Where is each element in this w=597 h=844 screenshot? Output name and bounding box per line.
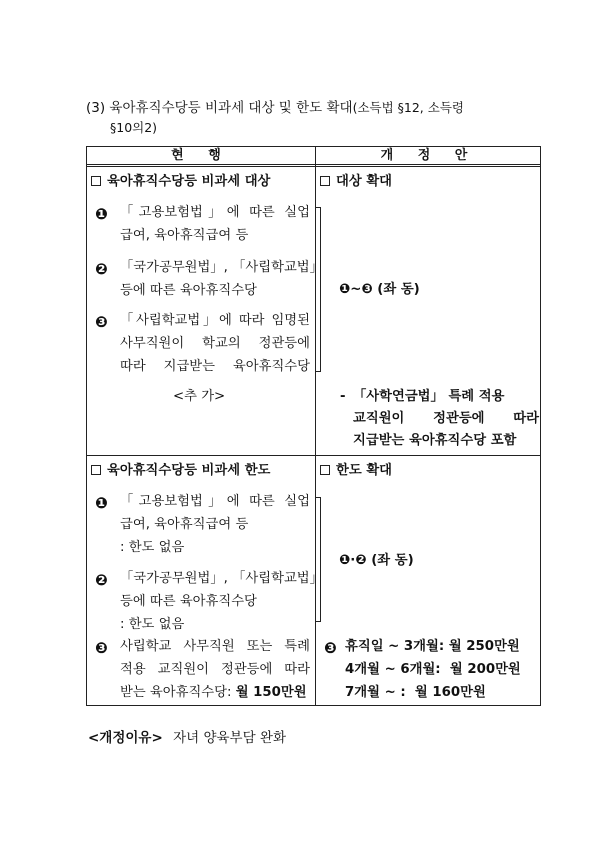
heading-title: 육아휴직수당등 비과세 대상 및 한도 확대: [109, 100, 353, 116]
checkbox-square-icon: [320, 465, 330, 475]
s1-revised-add-line1: 「사학연금법」 특례 적용: [353, 389, 505, 404]
s2-revised-title: 한도 확대: [336, 463, 393, 478]
s2-item3-marker: ❸: [95, 639, 108, 657]
s2-item2-marker: ❷: [95, 571, 108, 589]
s2-item2-line2: 등에 따른 육아휴직수당: [120, 594, 257, 609]
header-revised: 개 정 안: [380, 148, 478, 163]
checkbox-square-icon: [91, 176, 101, 186]
reason-text: 자녀 양육부담 완화: [173, 730, 287, 746]
s2-revised-item3-line3: 7개월 ~ : 월 160만원: [345, 685, 486, 700]
s1-item3-line1: 「사립학교법」에 따라 임명된: [120, 313, 310, 328]
s1-item3-line3: 따라 지급받는 육아휴직수당: [120, 359, 310, 374]
s1-item2-line2: 등에 따른 육아휴직수당: [120, 283, 257, 298]
s1-item2-marker: ❷: [95, 260, 108, 278]
header-current: 현 행: [171, 148, 231, 163]
s1-revised-title: 대상 확대: [336, 174, 393, 189]
header-divider: [87, 164, 540, 167]
s1-revised-add-line2: 교직원이 정관등에 따라: [353, 411, 539, 426]
s1-add-label: <추 가>: [173, 389, 226, 404]
s2-revised-item3-marker: ❸: [324, 639, 337, 657]
comparison-table: [86, 146, 541, 706]
reason-label: <개정이유>: [88, 730, 163, 746]
s1-item1-marker: ❶: [95, 205, 108, 223]
s2-item1-line3: : 한도 없음: [120, 540, 185, 555]
s1-revised-add-line3: 지급받는 육아휴직수당 포함: [353, 433, 517, 448]
checkbox-square-icon: [91, 465, 101, 475]
s2-item2-line3: : 한도 없음: [120, 617, 185, 632]
s1-item2-line1: 「국가공무원법」, 「사립학교법」: [120, 260, 323, 275]
s1-item1-line1: 「고용보험법」에 따른 실업: [120, 205, 310, 220]
revision-reason: [88, 728, 286, 748]
heading-number: (3): [86, 100, 106, 116]
s2-item3-line3: [120, 681, 307, 704]
s1-revised-same: ❶~❸ (좌 동): [339, 282, 420, 297]
group-bracket: [315, 497, 321, 622]
s2-item1-line1: 「고용보험법」에 따른 실업: [120, 494, 310, 509]
s1-item3-marker: ❸: [95, 313, 108, 331]
s2-item1-line2: 급여, 육아휴직급여 등: [120, 517, 249, 532]
heading-ref-2: §10의2): [110, 120, 158, 135]
s2-item3-line2: 적용 교직원이 정관등에 따라: [120, 662, 310, 677]
s2-item3-amount: 월 150만원: [235, 685, 307, 700]
s2-item3-prefix: 받는 육아휴직수당:: [120, 685, 232, 700]
s2-item2-line1: 「국가공무원법」, 「사립학교법」: [120, 571, 323, 586]
s1-current-title-row: [91, 170, 270, 193]
s2-current-title: 육아휴직수당등 비과세 한도: [107, 463, 271, 478]
s1-revised-add-dash: -: [340, 389, 346, 404]
group-bracket: [315, 207, 321, 372]
heading-ref-1: (소득법 §12, 소득령: [352, 100, 464, 115]
s2-current-title-row: [91, 459, 270, 482]
checkbox-square-icon: [320, 176, 330, 186]
s1-revised-title-row: [320, 170, 392, 193]
s2-item1-marker: ❶: [95, 494, 108, 512]
s1-item3-line2: 사무직원이 학교의 정관등에: [120, 336, 310, 351]
section-divider: [87, 455, 540, 456]
section-heading: [86, 98, 526, 137]
s1-item1-line2: 급여, 육아휴직급여 등: [120, 228, 249, 243]
s2-revised-same: ❶·❷ (좌 동): [339, 553, 414, 568]
s1-current-title: 육아휴직수당등 비과세 대상: [107, 174, 271, 189]
s2-revised-title-row: [320, 459, 392, 482]
s2-item3-line1: 사립학교 사무직원 또는 특례: [120, 639, 310, 654]
s2-revised-item3-line2: 4개월 ~ 6개월: 월 200만원: [345, 662, 521, 677]
s2-revised-item3-line1: 휴직일 ~ 3개월: 월 250만원: [345, 639, 520, 654]
